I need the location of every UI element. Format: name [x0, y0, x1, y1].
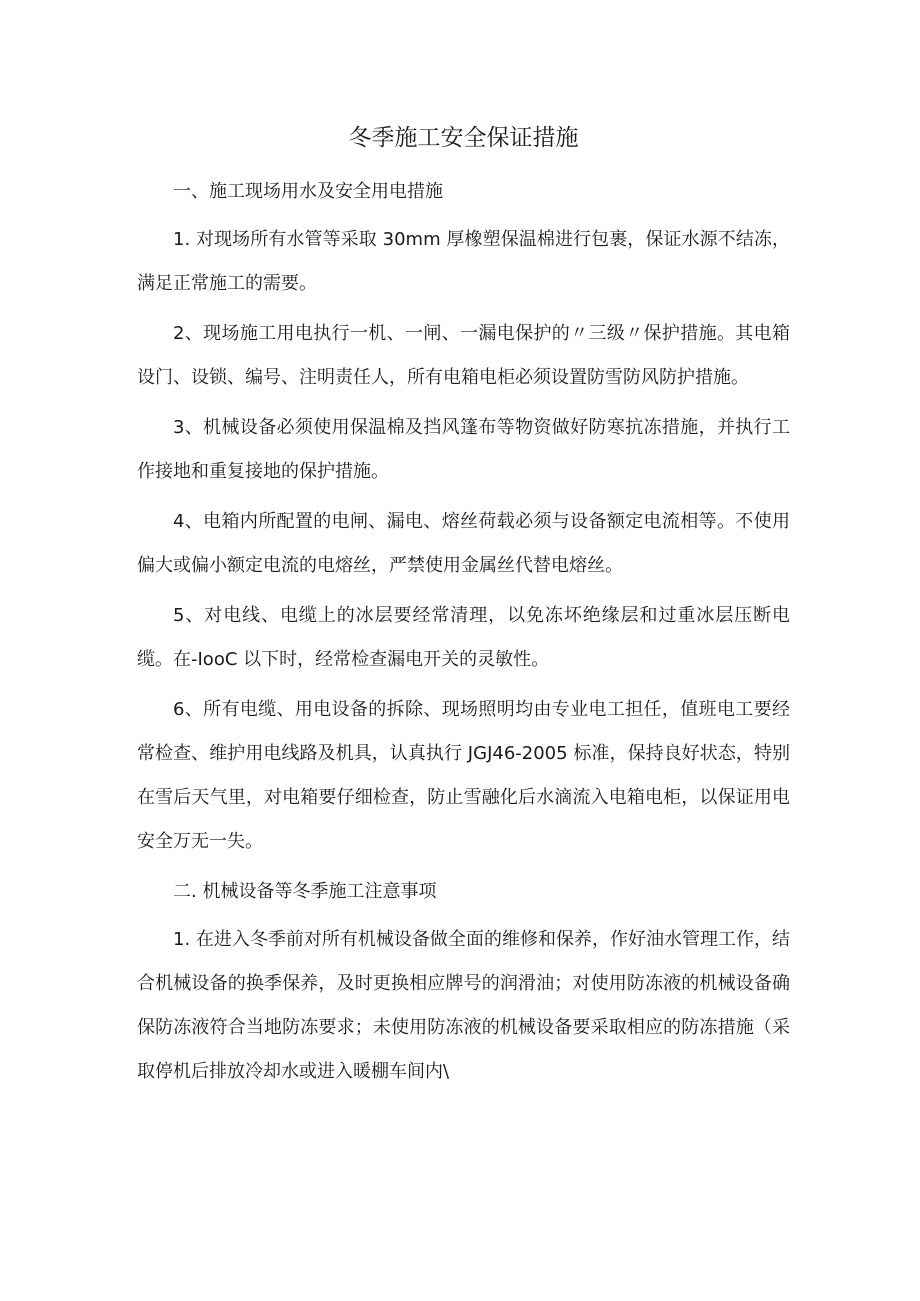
- section-1-item-1: 1. 对现场所有水管等采取 30mm 厚橡塑保温棉进行包裹，保证水源不结冻，满足正常施工的需要。: [137, 229, 790, 294]
- section-1-item-2: 2、现场施工用电执行一机、一闸、一漏电保护的〃三级〃保护措施。其电箱设门、设锁、编号、注明责任人，所有电箱电柜必须设置防雪防风防护措施。: [137, 323, 790, 388]
- section-1-item-4: 4、电箱内所配置的电闸、漏电、熔丝荷载必须与设备额定电流相等。不使用偏大或偏小额定电流的电熔丝，严禁使用金属丝代替电熔丝。: [137, 511, 790, 576]
- section-1-item-3: 3、机械设备必须使用保温棉及挡风篷布等物资做好防寒抗冻措施，并执行工作接地和重复接地的保护措施。: [137, 417, 790, 482]
- section-2-heading: 二. 机械设备等冬季施工注意事项: [173, 881, 437, 902]
- section-1-item-5: 5、对电线、电缆上的冰层要经常清理，以免冻坏绝缘层和过重冰层压断电缆。在-IooC 以下时，经常检查漏电开关的灵敏性。: [137, 605, 790, 670]
- section-1-item-6: 6、所有电缆、用电设备的拆除、现场照明均由专业电工担任，值班电工要经常检查、维护用电线路及机具，认真执行 JGJ46-2005 标准，保持良好状态，特别在雪后天气里，对电箱要仔细检查，防止雪融化后水滴流入电箱电柜，以保证用电安全万无一失。: [137, 699, 790, 852]
- document-title: 冬季施工安全保证措施: [348, 125, 579, 151]
- section-1-heading: 一、施工现场用水及安全用电措施: [173, 181, 443, 202]
- section-2-item-1: 1. 在进入冬季前对所有机械设备做全面的维修和保养，作好油水管理工作，结合机械设备的换季保养，及时更换相应牌号的润滑油；对使用防冻液的机械设备确保防冻液符合当地防冻要求；未使用防冻液的机械设备要采取相应的防冻措施（采取停机后排放冷却水或进入暖棚车间内\: [137, 929, 790, 1082]
